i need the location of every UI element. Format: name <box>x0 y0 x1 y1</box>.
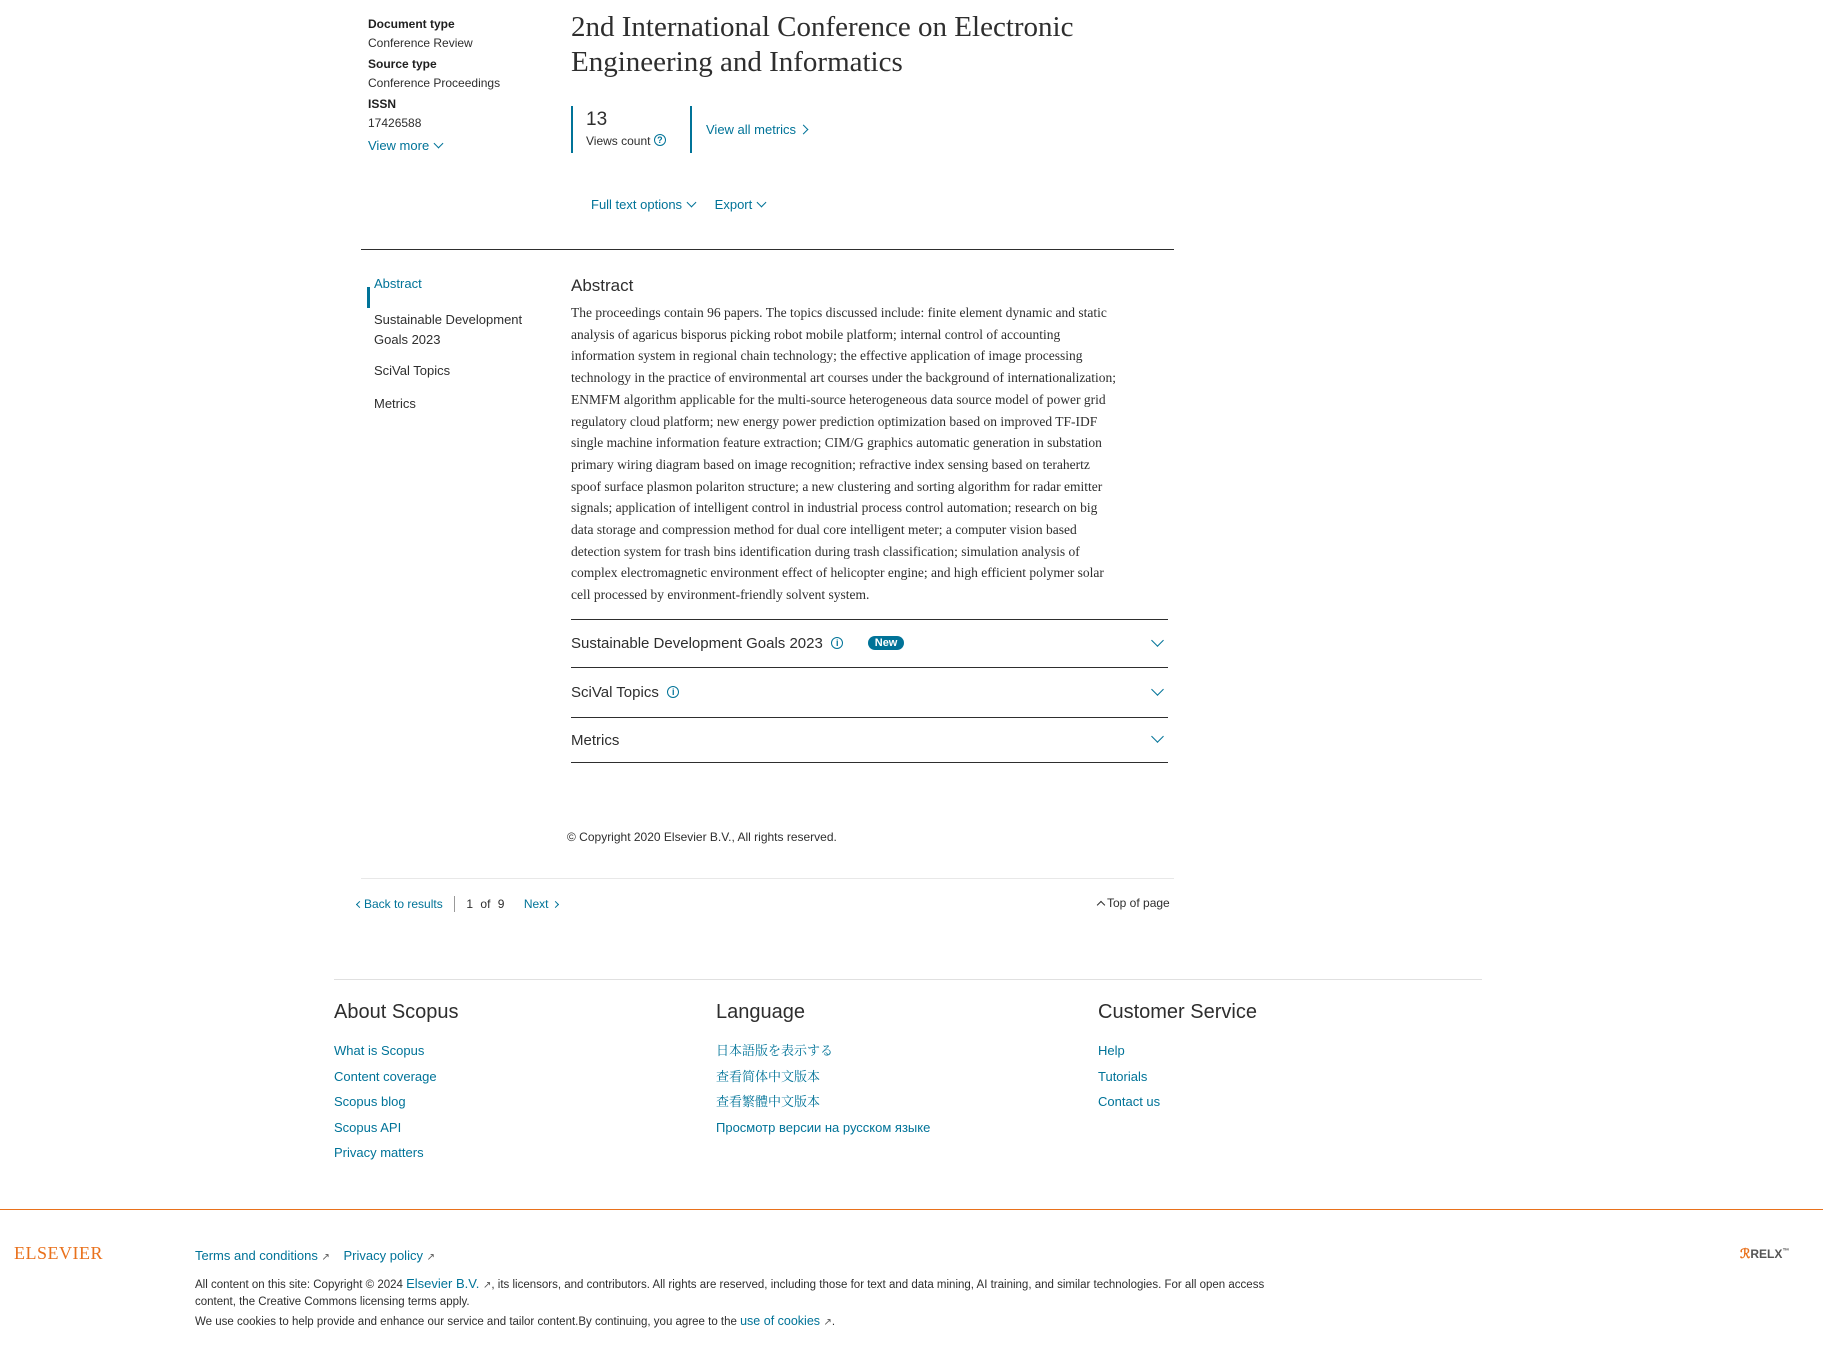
source-type-value: Conference Proceedings <box>368 76 501 90</box>
relx-mark-icon: ℛ <box>1740 1246 1751 1261</box>
info-icon[interactable]: i <box>667 686 679 698</box>
full-text-options-button[interactable] <box>591 197 695 212</box>
footer-link-russian[interactable]: Просмотр версии на русском языке <box>716 1119 931 1135</box>
privacy-policy-label: Privacy policy <box>343 1248 423 1263</box>
source-type-label: Source type <box>368 57 437 71</box>
elsevier-logo[interactable]: ELSEVIER <box>14 1243 103 1263</box>
sidenav-item-metrics[interactable]: Metrics <box>374 396 416 411</box>
export-button[interactable] <box>715 197 766 212</box>
chevron-down-icon <box>434 139 444 149</box>
abstract-line: regulatory cloud platform; new energy power prediction optimization based on improved TF-IDF <box>571 413 1098 429</box>
footer-link-content-coverage[interactable]: Content coverage <box>334 1068 437 1084</box>
document-meta <box>368 17 500 153</box>
footer-link-contact-us[interactable]: Contact us <box>1098 1094 1161 1109</box>
relx-logo[interactable] <box>1740 1246 1789 1262</box>
footer-link-scopus-blog[interactable]: Scopus blog <box>334 1094 406 1109</box>
copyright-suffix: , its licensors, and contributors. All rights are reserved, including those for text and data mining, AI training, and similar technologies. For all open access <box>491 1279 1265 1291</box>
record-copyright: © Copyright 2020 Elsevier B.V., All rights reserved. <box>567 830 837 844</box>
new-badge: New <box>868 636 905 650</box>
elsevier-bv-label: Elsevier B.V. <box>406 1276 480 1291</box>
views-count-caption <box>586 134 681 148</box>
abstract-line: cell processed by environment-friendly solvent system. <box>571 587 870 603</box>
language-heading: Language <box>716 1001 805 1023</box>
cookies-suffix: . <box>831 1316 836 1328</box>
pager-current: 1 <box>466 897 474 911</box>
sidenav-active-indicator <box>367 287 370 308</box>
views-count-metric <box>571 106 681 153</box>
abstract-line: primary wiring diagram based on image recognition; refractive index sensing based on terahertz <box>571 456 1090 472</box>
chevron-up-icon <box>1097 901 1105 909</box>
help-icon[interactable]: ? <box>654 134 666 146</box>
sidenav-item-sdg[interactable]: Sustainable Development Goals 2023 <box>374 312 523 347</box>
external-link-icon: ↗ <box>426 1252 435 1263</box>
abstract-line: technology in the practice of environmental art courses under the background of internationalization; <box>571 370 1117 386</box>
footer-link-tutorials[interactable]: Tutorials <box>1098 1068 1148 1084</box>
page-title <box>571 10 1073 80</box>
accordion-metrics-label: Metrics <box>571 732 620 749</box>
view-all-metrics-box <box>690 106 807 153</box>
abstract-line: signals; application of intelligent control in industrial process control automation; research on big <box>571 500 1098 516</box>
abstract-heading: Abstract <box>571 276 634 295</box>
chevron-down-icon <box>687 198 697 208</box>
footer-language <box>716 1001 930 1140</box>
footer-link-privacy-matters[interactable]: Privacy matters <box>334 1145 424 1160</box>
doc-type-value: Conference Review <box>368 36 473 50</box>
footer-link-what-is-scopus[interactable]: What is Scopus <box>334 1043 425 1058</box>
title-line-2: Engineering and Informatics <box>571 46 903 78</box>
about-heading: About Scopus <box>334 1001 459 1023</box>
top-of-page-link[interactable] <box>1098 896 1170 910</box>
footer-link-simplified-chinese[interactable]: 查看简体中文版本 <box>716 1068 821 1084</box>
back-to-results-link[interactable] <box>357 897 443 911</box>
views-count-label: Views count <box>586 134 651 148</box>
light-divider <box>361 878 1174 879</box>
chevron-right-icon <box>551 901 558 908</box>
next-link[interactable] <box>524 897 558 911</box>
chevron-down-icon <box>1151 634 1164 647</box>
doc-type-label: Document type <box>368 17 455 31</box>
action-bar <box>591 197 765 212</box>
views-count-value: 13 <box>586 109 608 130</box>
next-label: Next <box>523 897 549 911</box>
chevron-left-icon <box>356 901 363 908</box>
external-link-icon: ↗ <box>321 1252 330 1263</box>
top-of-page-label: Top of page <box>1107 896 1170 910</box>
abstract-line: data storage and compression method for dual core intelligent meter; a computer vision based <box>571 522 1077 538</box>
pager-separator <box>454 896 455 912</box>
abstract-line: complex electromagnetic environment effect of helicopter engine; and high efficient polymer solar <box>571 565 1104 581</box>
elsevier-bv-link[interactable] <box>406 1276 491 1291</box>
issn-value: 17426588 <box>368 116 422 130</box>
abstract-body <box>571 302 1171 606</box>
back-to-results-label: Back to results <box>364 897 443 911</box>
customer-service-heading: Customer Service <box>1098 1001 1257 1023</box>
view-more-link[interactable] <box>368 138 500 153</box>
chevron-down-icon <box>757 198 767 208</box>
pager-total: 9 <box>497 897 505 911</box>
external-link-icon: ↗ <box>482 1280 492 1291</box>
copyright-line-2: content, the Creative Commons licensing terms apply. <box>195 1296 470 1308</box>
footer-divider <box>334 979 1482 980</box>
view-all-metrics-link[interactable] <box>706 122 807 137</box>
footer-about <box>334 1001 459 1166</box>
chevron-down-icon <box>1151 730 1164 743</box>
footer-customer-service <box>1098 1001 1257 1115</box>
sidenav-item-scival[interactable]: SciVal Topics <box>374 363 451 378</box>
relx-tm: ™ <box>1782 1248 1790 1255</box>
legal-links <box>195 1248 435 1263</box>
chevron-down-icon <box>1151 683 1164 696</box>
abstract-line: detection system for trash bins identification during trash classification; simulation analysis of <box>571 543 1080 559</box>
section-divider <box>361 249 1174 250</box>
footer-link-help[interactable]: Help <box>1098 1043 1125 1058</box>
title-line-1: 2nd International Conference on Electronic <box>571 11 1074 43</box>
abstract-line: ENMFM algorithm applicable for the multi-source heterogeneous data source model of power grid <box>571 391 1106 407</box>
footer-link-traditional-chinese[interactable]: 查看繁體中文版本 <box>716 1094 821 1109</box>
accordion-sdg[interactable] <box>571 619 1168 667</box>
accordion-scival[interactable] <box>571 667 1168 717</box>
sidenav-item-abstract[interactable]: Abstract <box>374 276 422 291</box>
footer-link-scopus-api[interactable]: Scopus API <box>334 1119 402 1135</box>
pager-of: of <box>480 897 491 911</box>
abstract-line: analysis of agaricus bisporus picking robot mobile platform; internal control of accounting <box>571 326 1061 342</box>
footer-orange-rule <box>0 1209 1823 1210</box>
accordion-sdg-label: Sustainable Development Goals 2023 <box>571 635 823 652</box>
use-of-cookies-label: use of cookies <box>740 1314 821 1328</box>
abstract-line: information system in regional chain technology; the effective application of image processing <box>571 348 1083 364</box>
terms-link[interactable] <box>195 1248 330 1263</box>
abstract-line: spoof surface plasmon polariton structure; a new clustering and sorting algorithm for radar emitter <box>571 478 1103 494</box>
accordion-scival-label: SciVal Topics <box>571 684 659 701</box>
abstract-line: The proceedings contain 96 papers. The topics discussed include: finite element dynamic and static <box>571 305 1107 320</box>
issn-label: ISSN <box>368 97 397 111</box>
accordion-metrics[interactable] <box>571 717 1168 763</box>
external-link-icon: ↗ <box>823 1317 832 1328</box>
view-all-metrics-label: View all metrics <box>706 122 797 137</box>
result-pager <box>357 896 558 912</box>
relx-logo-text: RELX <box>1750 1247 1783 1261</box>
view-more-label: View more <box>368 138 430 153</box>
info-icon[interactable]: i <box>831 637 843 649</box>
privacy-policy-link[interactable] <box>343 1248 434 1263</box>
site-copyright <box>195 1275 1375 1331</box>
terms-label: Terms and conditions <box>195 1248 318 1263</box>
footer-link-japanese[interactable]: 日本語版を表示する <box>716 1043 834 1058</box>
abstract-line: single machine information feature extraction; CIM/G graphics automatic generation in substation <box>571 435 1102 451</box>
use-of-cookies-link[interactable] <box>740 1314 832 1328</box>
cookies-prefix: We use cookies to help provide and enhance our service and tailor content.By continuing, you agree to the <box>195 1316 741 1328</box>
export-label: Export <box>714 197 753 212</box>
chevron-right-icon <box>799 125 809 135</box>
copyright-prefix: All content on this site: Copyright © 2024 <box>195 1279 407 1291</box>
full-text-options-label: Full text options <box>591 197 683 212</box>
